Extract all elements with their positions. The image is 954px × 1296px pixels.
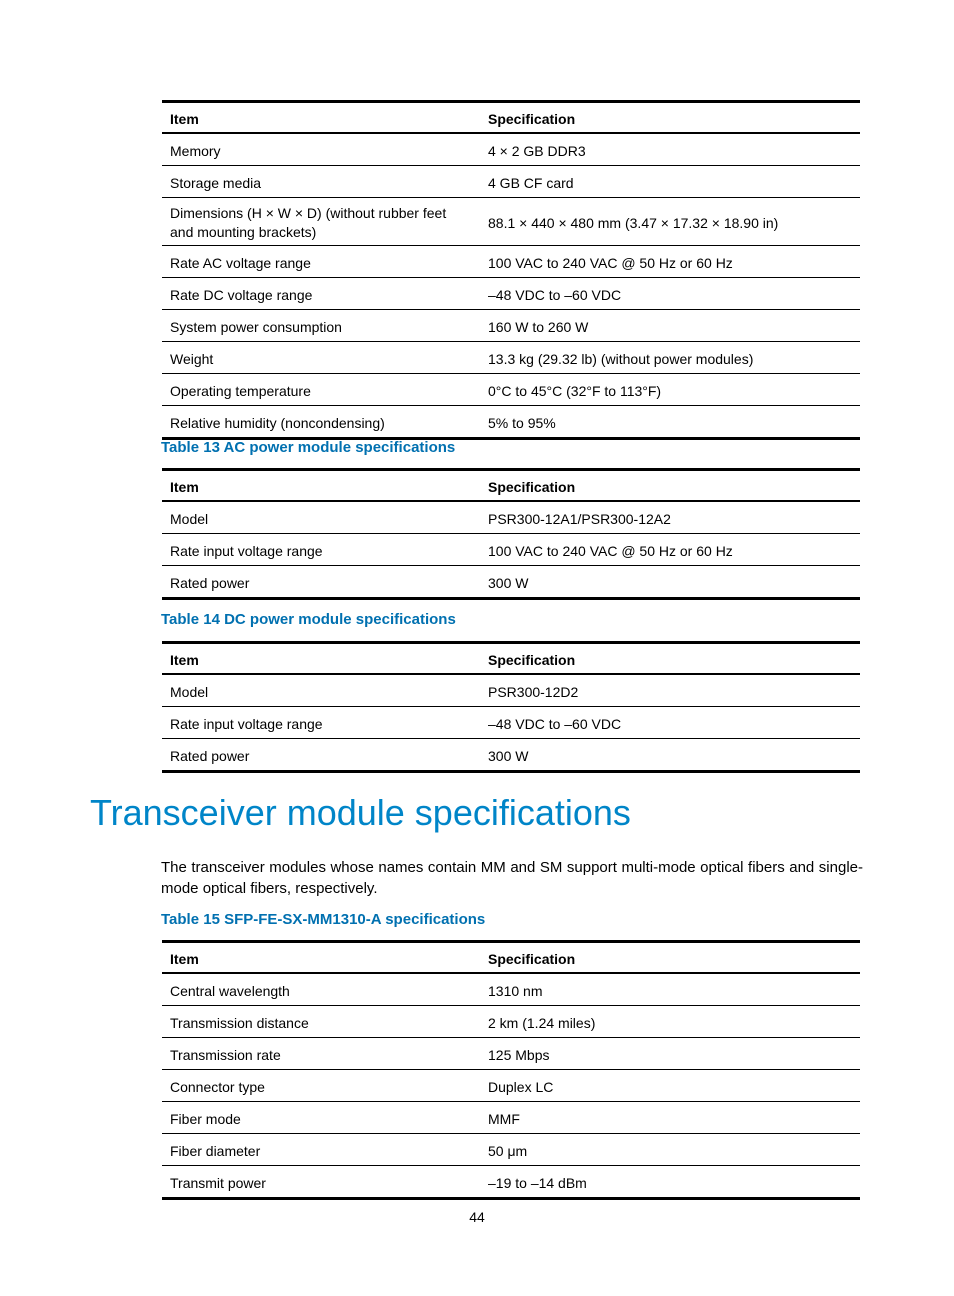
table-row	[162, 1006, 860, 1038]
spec-cell: 100 VAC to 240 VAC @ 50 Hz or 60 Hz	[480, 534, 860, 566]
spec-cell: 160 W to 260 W	[480, 310, 860, 342]
item-cell: Transmit power	[170, 1175, 266, 1191]
spec-cell: –19 to –14 dBm	[488, 1175, 587, 1191]
table-15-caption: Table 15 SFP-FE-SX-MM1310-A specifications	[161, 911, 486, 928]
table-row	[162, 1102, 860, 1134]
spec-cell: MMF	[480, 1102, 860, 1134]
spec-cell: 2 km (1.24 miles)	[480, 1006, 860, 1038]
item-cell: Operating temperature	[162, 374, 480, 406]
item-cell: Model	[162, 501, 480, 534]
column-header-item: Item	[162, 470, 480, 502]
table-row	[162, 501, 860, 534]
spec-cell: 50 μm	[480, 1134, 860, 1166]
spec-cell: 100 VAC to 240 VAC @ 50 Hz or 60 Hz	[480, 246, 860, 278]
item-cell: Rated power	[170, 575, 250, 591]
table-header-row	[162, 102, 860, 134]
item-cell: Rate DC voltage range	[162, 278, 480, 310]
spec-cell: 125 Mbps	[480, 1038, 860, 1070]
spec-cell: –48 VDC to –60 VDC	[480, 278, 860, 310]
spec-cell: 13.3 kg (29.32 lb) (without power modules)	[480, 342, 860, 374]
table-row	[162, 1070, 860, 1102]
spec-cell: PSR300-12D2	[480, 674, 860, 707]
table-row	[162, 739, 860, 772]
column-header-specification: Specification	[480, 470, 860, 502]
column-header-item: Item	[162, 643, 480, 675]
spec-cell: 88.1 × 440 × 480 mm (3.47 × 17.32 × 18.90 in)	[480, 198, 860, 246]
table-13-caption: Table 13 AC power module specifications	[161, 439, 456, 456]
column-header-item: Item	[162, 102, 480, 134]
item-cell: Central wavelength	[162, 973, 480, 1006]
table-row	[162, 198, 860, 246]
page-number: 44	[469, 1209, 485, 1225]
spec-cell: –48 VDC to –60 VDC	[480, 707, 860, 739]
table-row	[162, 1134, 860, 1166]
table-row	[162, 674, 860, 707]
column-header-specification: Specification	[480, 102, 860, 134]
item-cell: Rated power	[170, 748, 250, 764]
item-cell: Rate AC voltage range	[162, 246, 480, 278]
spec-cell: 300 W	[488, 575, 529, 591]
table-row	[162, 278, 860, 310]
table-row	[162, 133, 860, 166]
table-row	[162, 566, 860, 599]
table-row	[162, 246, 860, 278]
system-specs-table	[162, 100, 860, 440]
table-row	[162, 707, 860, 739]
ac-power-module-table	[162, 468, 860, 600]
column-header-specification: Specification	[480, 643, 860, 675]
table-14-caption: Table 14 DC power module specifications	[161, 611, 456, 628]
table-row	[162, 973, 860, 1006]
column-header-specification: Specification	[480, 942, 860, 974]
table-row	[162, 342, 860, 374]
table-row	[162, 1038, 860, 1070]
table-header-row	[162, 942, 860, 974]
item-cell: Connector type	[162, 1070, 480, 1102]
item-cell: Rate input voltage range	[162, 707, 480, 739]
item-cell: System power consumption	[162, 310, 480, 342]
dc-power-module-table	[162, 641, 860, 773]
item-cell: Transmission distance	[162, 1006, 480, 1038]
item-cell: Dimensions (H × W × D) (without rubber feet and mounting brackets)	[162, 198, 480, 246]
item-cell: Weight	[162, 342, 480, 374]
item-cell: Memory	[162, 133, 480, 166]
spec-cell: 5% to 95%	[488, 415, 556, 431]
item-cell: Model	[162, 674, 480, 707]
spec-cell: 1310 nm	[480, 973, 860, 1006]
spec-cell: 300 W	[488, 748, 529, 764]
item-cell: Relative humidity (noncondensing)	[170, 415, 385, 431]
column-header-item: Item	[162, 942, 480, 974]
table-row	[162, 406, 860, 439]
spec-cell: Duplex LC	[480, 1070, 860, 1102]
item-cell: Storage media	[162, 166, 480, 198]
section-paragraph: The transceiver modules whose names contain MM and SM support multi-mode optical fibers and single-mode optical fibers, respectively.	[161, 859, 863, 897]
spec-cell: 0°C to 45°C (32°F to 113°F)	[480, 374, 860, 406]
table-row	[162, 374, 860, 406]
spec-cell: PSR300-12A1/PSR300-12A2	[480, 501, 860, 534]
spec-cell: 4 GB CF card	[480, 166, 860, 198]
table-row	[162, 1166, 860, 1199]
section-heading: Transceiver module specifications	[90, 792, 631, 833]
sfp-transceiver-table	[162, 940, 860, 1200]
table-row	[162, 310, 860, 342]
item-cell: Rate input voltage range	[162, 534, 480, 566]
table-row	[162, 534, 860, 566]
table-header-row	[162, 470, 860, 502]
item-cell: Transmission rate	[162, 1038, 480, 1070]
item-cell: Fiber diameter	[162, 1134, 480, 1166]
table-header-row	[162, 643, 860, 675]
spec-cell: 4 × 2 GB DDR3	[480, 133, 860, 166]
item-cell: Fiber mode	[162, 1102, 480, 1134]
table-row	[162, 166, 860, 198]
